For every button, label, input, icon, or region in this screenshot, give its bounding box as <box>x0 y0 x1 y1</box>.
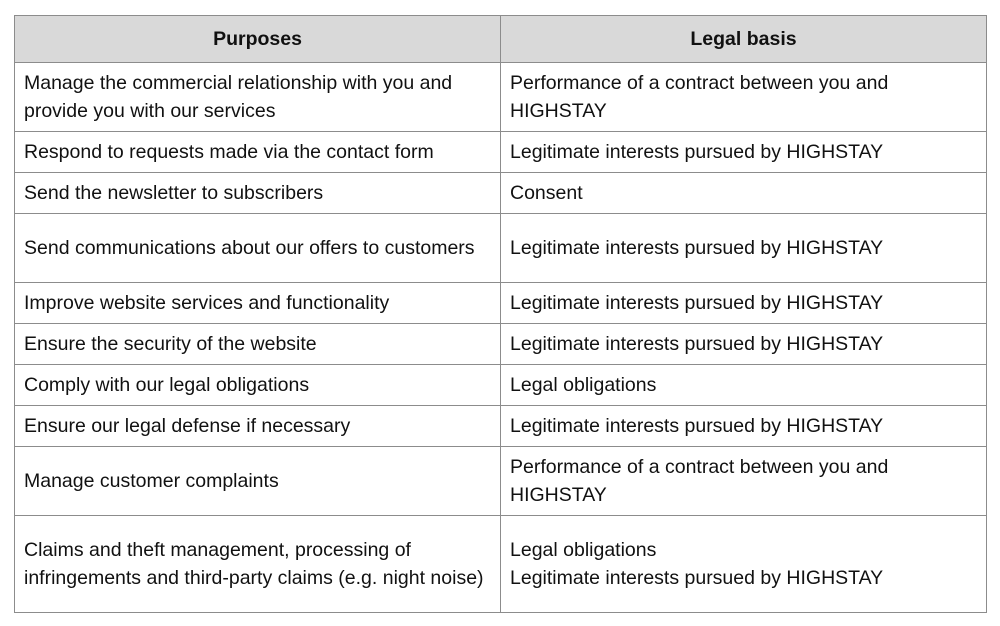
legal-basis-cell <box>501 406 987 447</box>
table-row <box>15 365 987 406</box>
purpose-cell: Ensure the security of the website <box>15 324 501 365</box>
table-row <box>15 324 987 365</box>
legal-basis-cell <box>501 447 987 516</box>
legal-basis-cell <box>501 324 987 365</box>
purpose-cell: Manage the commercial relationship with you and provide you with our services <box>15 63 501 132</box>
legal-basis-cell <box>501 516 987 613</box>
table-row <box>15 63 987 132</box>
legal-basis-text: Performance of a contract between you and HIGHSTAY <box>510 456 889 506</box>
legal-basis-cell <box>501 283 987 324</box>
legal-basis-cell <box>501 173 987 214</box>
header-purposes: Purposes <box>15 16 501 63</box>
purpose-cell: Comply with our legal obligations <box>15 365 501 406</box>
legal-basis-text: Legitimate interests pursued by HIGHSTAY <box>510 415 884 437</box>
legal-basis-text: Legitimate interests pursued by HIGHSTAY <box>510 333 884 355</box>
table-row <box>15 283 987 324</box>
table-header <box>15 16 987 63</box>
table-row <box>15 173 987 214</box>
legal-basis-cell <box>501 132 987 173</box>
legal-basis-text: Performance of a contract between you and HIGHSTAY <box>510 72 889 122</box>
purpose-cell: Improve website services and functionality <box>15 283 501 324</box>
purpose-cell: Respond to requests made via the contact form <box>15 132 501 173</box>
purposes-legal-basis-table <box>14 15 987 613</box>
table-row <box>15 406 987 447</box>
legal-basis-text: Legal obligations <box>510 539 657 561</box>
purpose-cell: Send the newsletter to subscribers <box>15 173 501 214</box>
header-row <box>15 16 987 63</box>
purpose-cell: Send communications about our offers to customers <box>15 214 501 283</box>
table-body <box>15 63 987 613</box>
legal-basis-text: Legitimate interests pursued by HIGHSTAY <box>510 567 884 589</box>
legal-basis-cell <box>501 214 987 283</box>
legal-basis-cell <box>501 365 987 406</box>
legal-basis-text: Legal obligations <box>510 374 657 396</box>
table-row <box>15 516 987 613</box>
legal-basis-text: Consent <box>510 182 583 204</box>
purpose-cell: Ensure our legal defense if necessary <box>15 406 501 447</box>
legal-basis-cell <box>501 63 987 132</box>
table-row <box>15 447 987 516</box>
header-legal-basis: Legal basis <box>501 16 987 63</box>
legal-basis-text: Legitimate interests pursued by HIGHSTAY <box>510 141 884 163</box>
legal-basis-text: Legitimate interests pursued by HIGHSTAY <box>510 237 884 259</box>
table-row <box>15 132 987 173</box>
purpose-cell: Manage customer complaints <box>15 447 501 516</box>
legal-basis-text: Legitimate interests pursued by HIGHSTAY <box>510 292 884 314</box>
table-row <box>15 214 987 283</box>
purpose-cell: Claims and theft management, processing of infringements and third-party claims (e.g. night noise) <box>15 516 501 613</box>
